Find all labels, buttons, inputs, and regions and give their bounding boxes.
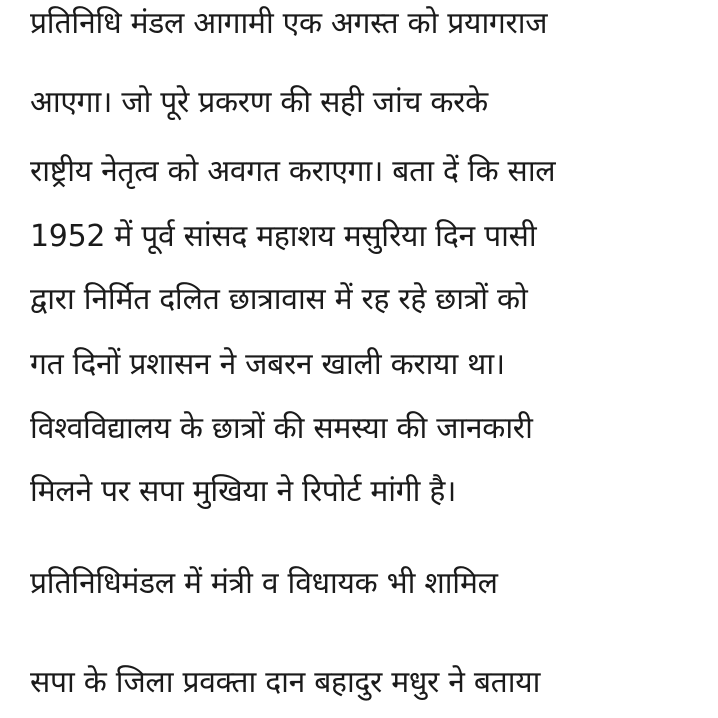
- paragraph-line: गत दिनों प्रशासन ने जबरन खाली कराया था।: [30, 347, 505, 382]
- section-subheading: प्रतिनिधिमंडल में मंत्री व विधायक भी शामिल: [30, 566, 498, 601]
- paragraph-line: विश्वविद्यालय के छात्रों की समस्या की जानकारी: [30, 411, 533, 446]
- paragraph-line: द्वारा निर्मित दलित छात्रावास में रह रहे छात्रों को: [30, 282, 528, 317]
- paragraph-line: 1952 में पूर्व सांसद महाशय मसुरिया दिन पासी: [30, 219, 537, 254]
- paragraph-line: आएगा। जो पूरे प्रकरण की सही जांच करके: [30, 85, 488, 120]
- paragraph-line: राष्ट्रीय नेतृत्व को अवगत कराएगा। बता दें कि साल: [30, 154, 556, 189]
- paragraph-line: प्रतिनिधि मंडल आगामी एक अगस्त को प्रयागराज: [30, 6, 548, 41]
- paragraph-line: सपा के जिला प्रवक्ता दान बहादुर मधुर ने बताया: [30, 665, 541, 700]
- paragraph-line: मिलने पर सपा मुखिया ने रिपोर्ट मांगी है।: [30, 474, 457, 509]
